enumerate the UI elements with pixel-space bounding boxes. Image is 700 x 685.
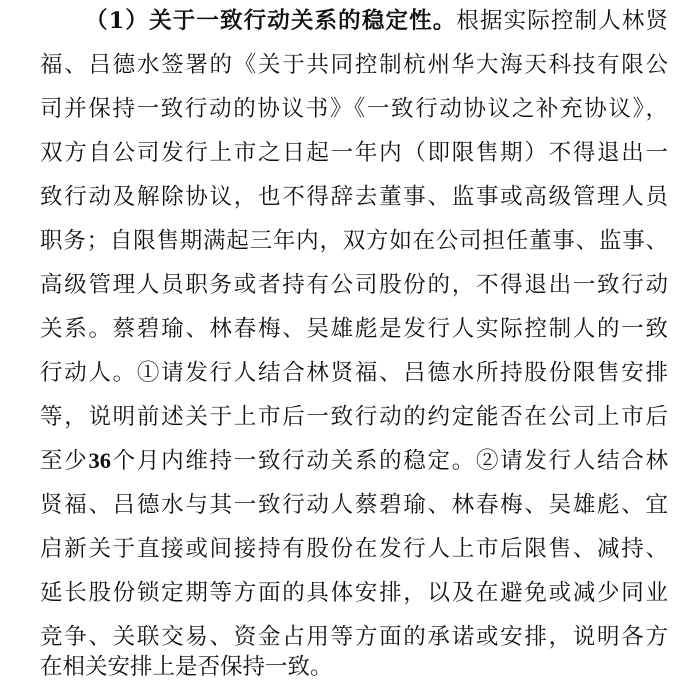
paragraph-line-6: 职务；自限售期满起三年内，双方如在公司担任董事、监事、: [40, 228, 668, 254]
section-heading: （1）关于一致行动关系的稳定性。: [85, 8, 457, 34]
paragraph-line-2: 福、吕德水签署的《关于共同控制杭州华大海天科技有限公: [40, 52, 668, 78]
paragraph-line-15: 竞争、关联交易、资金占用等方面的承诺或安排，说明各方: [40, 624, 668, 650]
paragraph-line-3: 司并保持一致行动的协议书》《一致行动协议之补充协议》，: [40, 96, 668, 122]
line-text: 个月内维持一致行动关系的稳定。②请发行人结合林: [110, 448, 668, 474]
paragraph-line-11: [40, 444, 668, 478]
paragraph-line-16: 在相关安排上是否保持一致。: [40, 654, 333, 680]
paragraph-line-4: 双方自公司发行上市之日起一年内（即限售期）不得退出一: [40, 140, 668, 166]
paragraph-line-9: 行动人。①请发行人结合林贤福、吕德水所持股份限售安排: [40, 360, 668, 386]
line-text: 至少: [40, 448, 89, 474]
paragraph-line-1: [40, 4, 668, 38]
paragraph-line-14: 延长股份锁定期等方面的具体安排，以及在避免或减少同业: [40, 580, 668, 606]
paragraph-line-7: 高级管理人员职务或者持有公司股份的，不得退出一致行动: [40, 272, 668, 298]
paragraph-line-13: 启新关于直接或间接持有股份在发行人上市后限售、减持、: [40, 536, 668, 562]
month-count: 36: [88, 448, 111, 473]
paragraph-line-5: 致行动及解除协议，也不得辞去董事、监事或高级管理人员: [40, 184, 668, 210]
paragraph-line-10: 等，说明前述关于上市后一致行动的约定能否在公司上市后: [40, 404, 668, 430]
line-text: 根据实际控制人林贤: [456, 8, 668, 34]
paragraph-line-12: 贤福、吕德水与其一致行动人蔡碧瑜、林春梅、吴雄彪、宜: [40, 492, 668, 518]
paragraph-line-8: 关系。蔡碧瑜、林春梅、吴雄彪是发行人实际控制人的一致: [40, 316, 668, 342]
